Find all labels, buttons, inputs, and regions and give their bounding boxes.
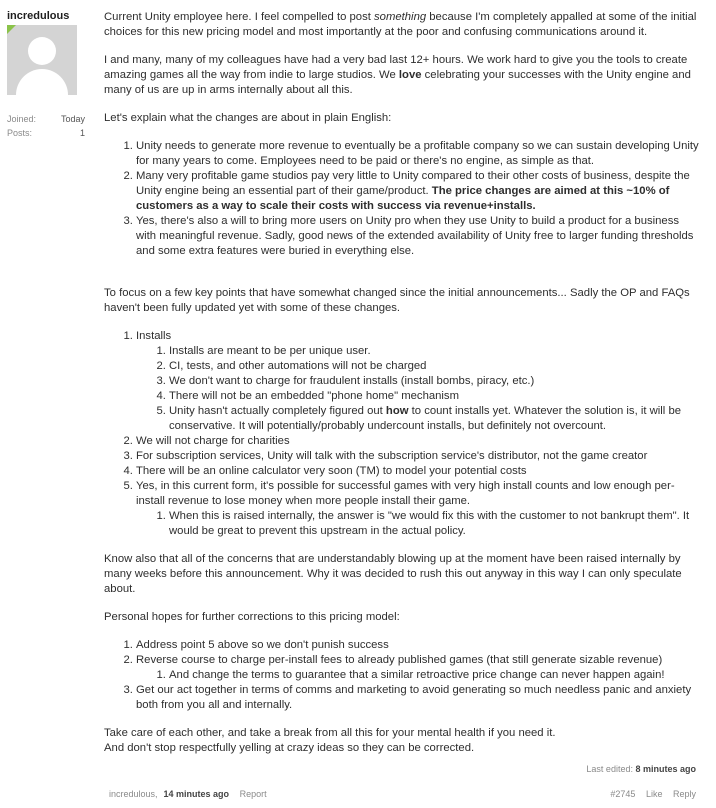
joined-row xyxy=(7,114,85,128)
footer-right xyxy=(602,789,696,799)
post-time-link[interactable]: 14 minutes ago xyxy=(163,789,230,799)
user-sidebar xyxy=(7,10,87,142)
text: Unity hasn't actually completely figured out xyxy=(169,405,386,417)
footer-left xyxy=(109,789,273,799)
text: Current Unity employee here. I feel compelled to post xyxy=(104,11,375,23)
list-item: 1. When this is raised internally, the answer is "we would fix this with the customer to not bankrupt them". It would be great to prevent this upstream in the actual policy. xyxy=(169,509,702,539)
post-body xyxy=(104,10,702,756)
paragraph xyxy=(104,53,702,98)
avatar-head-shape xyxy=(28,37,56,65)
list-item: 1. Installs are meant to be per unique user. xyxy=(169,344,702,359)
avatar-body-shape xyxy=(16,69,68,95)
text: Reverse course to charge per-install fees to already published games (that still generate sizable revenue) xyxy=(136,654,663,666)
text: Yes, in this current form, it's possible for successful games with very high install counts and low enough per-install revenue to lose money when more people install their game. xyxy=(136,480,675,507)
list-item: 2. We will not charge for charities xyxy=(136,434,702,449)
post-number-link[interactable]: #2745 xyxy=(610,789,636,799)
changes-list xyxy=(104,139,702,259)
list-item xyxy=(136,329,702,434)
paragraph: To focus on a few key points that have somewhat changed since the initial announcements... Sadly the OP and FAQs haven't been fully updated yet with some of these changes. xyxy=(104,287,690,314)
strong-text: love xyxy=(398,69,422,81)
strong-text: how xyxy=(385,405,409,417)
list-item: 3. We don't want to charge for fraudulent installs (install bombs, piracy, etc.) xyxy=(169,374,702,389)
avatar[interactable] xyxy=(7,25,77,95)
paragraph: Let's explain what the changes are about in plain English: xyxy=(104,112,392,124)
nested-list xyxy=(136,509,702,539)
posts-label: Posts: xyxy=(7,128,33,138)
online-indicator xyxy=(7,25,16,34)
list-item: 4. There will be an online calculator very soon (TM) to model your potential costs xyxy=(136,464,702,479)
report-link[interactable]: Report xyxy=(239,789,267,799)
text: celebrating your successes with the Unity engine and many of us are up in arms internally about all this. xyxy=(104,69,691,96)
list-item: 3. For subscription services, Unity will talk with the subscription service's distributor, not the game creator xyxy=(136,449,702,464)
text: Installs xyxy=(136,330,172,342)
text: to count installs yet. Whatever the solution is, it will be conservative. It will potentially/probably undercount installs, but definitely not overcount. xyxy=(169,405,682,432)
joined-label: Joined: xyxy=(7,114,37,124)
paragraph: And don't stop respectfully yelling at crazy ideas so they can be corrected. xyxy=(104,742,475,754)
reply-button[interactable]: Reply xyxy=(672,789,696,799)
like-button[interactable]: Like xyxy=(645,789,663,799)
list-item: 3. Yes, there's also a will to bring more users on Unity pro when they use Unity to build a product for a business with meaningful revenue. Sadly, good news of the extended availability of Unity free to larger funding thresholds and some extra features were buried in everything else. xyxy=(136,214,702,259)
list-item: 1. Address point 5 above so we don't punish success xyxy=(136,638,702,653)
joined-value: Today xyxy=(60,114,85,124)
text: I and many, many of my colleagues have had a very bad last 12+ hours. We work hard to give you the tools to create amazing games all the way from indie to large studios. We xyxy=(104,54,688,81)
paragraph xyxy=(104,10,702,40)
last-edited xyxy=(586,764,696,774)
list-item: 2. CI, tests, and other automations will not be charged xyxy=(169,359,702,374)
emphasis: something xyxy=(374,11,427,23)
strong-text: The price changes are aimed at this ~10% of customers as a way to scale their costs with success via revenue+installs. xyxy=(136,185,670,212)
list-item: 3. Get our act together in terms of comms and marketing to avoid generating so much needless panic and anxiety both from you all and internally. xyxy=(136,683,702,713)
nested-list xyxy=(136,344,702,434)
last-edited-value: 8 minutes ago xyxy=(635,764,696,774)
list-item xyxy=(136,169,702,214)
text: because I'm completely appalled at some of the initial choices for this new pricing model and most importantly at the poor and confusing communications around it. xyxy=(104,11,697,38)
list-item: 1. Unity needs to generate more revenue to eventually be a profitable company so we can sustain developing Unity for many years to come. Employees need to be paid or there's no engine, as simple as that. xyxy=(136,139,702,169)
list-item xyxy=(136,479,702,539)
paragraph: Personal hopes for further corrections to this pricing model: xyxy=(104,611,400,623)
list-item: 4. There will not be an embedded "phone home" mechanism xyxy=(169,389,702,404)
list-item: 1. And change the terms to guarantee that a similar retroactive price change can never happen again! xyxy=(169,668,702,683)
paragraph: Know also that all of the concerns that are understandably blowing up at the moment have been raised internally by many weeks before this announcement. Why it was decided to rush this out anyway in this way I can only speculate about. xyxy=(104,553,682,595)
posts-row xyxy=(7,128,85,142)
last-edited-label: Last edited: xyxy=(586,764,633,774)
username-link[interactable]: incredulous xyxy=(7,10,70,22)
posts-value: 1 xyxy=(79,128,85,138)
list-item xyxy=(136,653,702,683)
list-item xyxy=(169,404,702,434)
paragraph: Take care of each other, and take a break from all this for your mental health if you need it. xyxy=(104,727,556,739)
text: Many very profitable game studios pay very little to Unity compared to their other costs of business, despite the Unity engine being an essential part of their game/product. xyxy=(136,170,690,197)
hopes-list xyxy=(104,638,702,713)
author-link[interactable]: incredulous, xyxy=(109,789,158,799)
post-footer xyxy=(109,789,696,799)
nested-list xyxy=(136,668,702,683)
user-stats xyxy=(7,114,85,142)
key-points-list xyxy=(104,329,702,539)
